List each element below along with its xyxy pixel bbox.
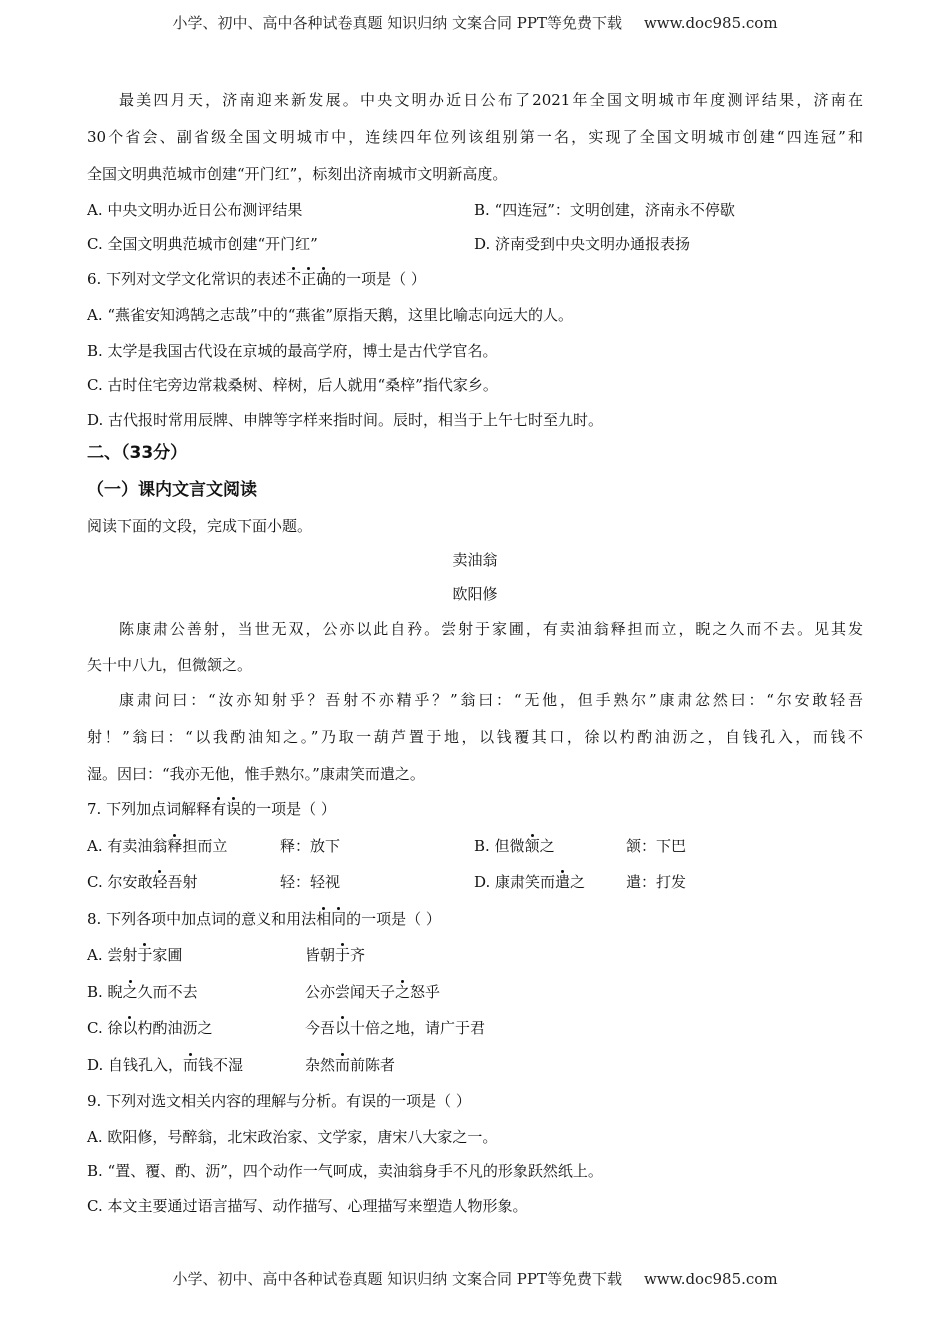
header-text: 小学、初中、高中各种试卷真题 知识归纳 文案合同 PPT等免费下载	[172, 14, 622, 32]
q8-a-right-text: 皆朝	[305, 946, 336, 964]
q7-stem	[87, 799, 336, 819]
q7-c-emphasis: 轻	[152, 873, 168, 891]
intro-line-1: 最美四月天，济南迎来新发展。中央文明办近日公布了2021年全国文明城市年度测评结果，济南在	[119, 91, 863, 109]
q8-d-left-tail: 钱不湿	[198, 1056, 244, 1074]
passage-title: 卖油翁	[452, 551, 498, 569]
section-2-title: 二、（33分）	[87, 443, 188, 463]
q6-stem	[87, 269, 426, 289]
q8-c-right-tail: 十倍之地，请广于君	[350, 1019, 486, 1037]
q7-emphasis-2: 误	[226, 800, 242, 818]
q7-c-tail: 吾射	[167, 873, 198, 891]
passage-line-1: 陈康肃公善射，当世无双，公亦以此自矜。尝射于家圃，有卖油翁释担而立，睨之久而不去。见其发	[119, 620, 863, 638]
q7-a-tail: 担而立	[182, 837, 228, 855]
q7-c-meaning: 轻：轻视	[280, 873, 341, 891]
passage-line-3: 康肃问曰：“汝亦知射乎？吾射不亦精乎？”翁曰：“无他，但手熟尔”康肃忿然曰：“尔安敢轻吾	[119, 691, 863, 709]
q8-option-d	[87, 1055, 396, 1075]
q7-b-tail: 之	[539, 837, 555, 855]
q6-option-a: A. “燕雀安知鸿鹄之志哉”中的“燕雀”原指天鹅，这里比喻志向远大的人。	[87, 306, 574, 324]
q7-option-c	[87, 872, 341, 892]
q8-stem	[87, 909, 441, 929]
q7-d-text: D. 康肃笑而	[474, 873, 556, 891]
q9-stem: 9. 下列对选文相关内容的理解与分析。有误的一项是（ ）	[87, 1092, 471, 1110]
section-2-subtitle: （一）课内文言文阅读	[87, 480, 257, 500]
q8-d-right-tail: 前陈者	[350, 1056, 396, 1074]
q8-d-right-text: 杂然	[305, 1056, 336, 1074]
q7-c-text: C. 尔安敢	[87, 873, 153, 891]
q7-stem-tail: 的一项是（ ）	[241, 800, 336, 818]
q9-option-b: B. “置、覆、酌、沥”，四个动作一气呵成，卖油翁身手不凡的形象跃然纸上。	[87, 1162, 603, 1180]
q8-c-right-emphasis: 以	[335, 1019, 351, 1037]
q8-a-left-tail: 家圃	[152, 946, 183, 964]
q7-stem-text: 7. 下列加点词解释	[87, 800, 212, 818]
q5-option-a: A. 中央文明办近日公布测评结果	[87, 201, 303, 219]
q7-option-d	[474, 872, 687, 892]
q8-c-left-tail: 杓酌油沥之	[137, 1019, 213, 1037]
page-footer	[0, 1268, 950, 1289]
q8-b-left-tail: 久而不去	[137, 983, 198, 1001]
q8-option-c	[87, 1018, 486, 1038]
q8-option-b	[87, 982, 441, 1002]
q8-b-left-text: B. 睨	[87, 983, 123, 1001]
q8-b-right-text: 公亦尝闻天子	[305, 983, 396, 1001]
q8-a-right-tail: 齐	[350, 946, 366, 964]
q6-emphasis-3: 确	[316, 270, 332, 288]
passage-line-2: 矢十中八九，但微颔之。	[87, 656, 253, 674]
q8-a-left-emphasis: 于	[137, 946, 153, 964]
q9-option-c: C. 本文主要通过语言描写、动作描写、心理描写来塑造人物形象。	[87, 1197, 528, 1215]
q5-option-d: D. 济南受到中央文明办通报表扬	[474, 235, 691, 253]
reading-instruction: 阅读下面的文段，完成下面小题。	[87, 517, 313, 535]
q7-d-meaning: 遣：打发	[626, 873, 687, 891]
q8-c-left-emphasis: 以	[122, 1019, 138, 1037]
q7-a-emphasis: 释	[167, 837, 183, 855]
q8-c-left-text: C. 徐	[87, 1019, 123, 1037]
footer-url: www.doc985.com	[643, 1270, 778, 1288]
q8-d-right-emphasis: 而	[335, 1056, 351, 1074]
q7-b-text: B. 但微	[474, 837, 525, 855]
q8-a-right	[305, 945, 365, 965]
q7-option-a	[87, 836, 341, 856]
q7-b-emphasis: 颔	[524, 837, 540, 855]
q7-emphasis-1: 有	[211, 800, 227, 818]
intro-line-2: 30个省会、副省级全国文明城市中，连续四年位列该组别第一名，实现了全国文明城市创建“四连冠”和	[87, 128, 863, 146]
q6-option-c: C. 古时住宅旁边常栽桑树、梓树，后人就用“桑梓”指代家乡。	[87, 376, 498, 394]
passage-line-4: 射！”翁曰：“以我酌油知之。”乃取一葫芦置于地，以钱覆其口，徐以杓酌油沥之，自钱孔入，而钱不	[87, 728, 863, 746]
page-header	[0, 12, 950, 33]
q6-emphasis-2: 正	[301, 270, 317, 288]
q8-d-left-emphasis: 而	[183, 1056, 199, 1074]
header-url: www.doc985.com	[643, 14, 778, 32]
q5-option-c: C. 全国文明典范城市创建“开门红”	[87, 235, 318, 253]
q6-emphasis-1: 不	[286, 270, 302, 288]
q8-emphasis-2: 同	[331, 910, 347, 928]
q9-option-a: A. 欧阳修，号醉翁，北宋政治家、文学家，唐宋八大家之一。	[87, 1128, 498, 1146]
q8-d-left-text: D. 自钱孔入，	[87, 1056, 184, 1074]
q6-option-b: B. 太学是我国古代设在京城的最高学府，博士是古代学官名。	[87, 342, 498, 360]
q8-d-right	[305, 1055, 395, 1075]
q7-a-text: A. 有卖油翁	[87, 837, 168, 855]
q8-b-left-emphasis: 之	[122, 983, 138, 1001]
q8-emphasis-1: 相	[316, 910, 332, 928]
q8-stem-tail: 的一项是（ ）	[346, 910, 441, 928]
q8-option-a	[87, 945, 366, 965]
q7-b-meaning: 颔：下巴	[626, 837, 687, 855]
q6-stem-tail: 的一项是（ ）	[331, 270, 426, 288]
intro-line-3: 全国文明典范城市创建“开门红”，标刻出济南城市文明新高度。	[87, 165, 508, 183]
q8-b-right-emphasis: 之	[395, 983, 411, 1001]
q8-c-right	[305, 1018, 485, 1038]
footer-text: 小学、初中、高中各种试卷真题 知识归纳 文案合同 PPT等免费下载	[172, 1270, 622, 1288]
q7-option-b	[474, 836, 687, 856]
q7-a-meaning: 释：放下	[280, 837, 341, 855]
q8-b-right	[305, 982, 440, 1002]
q7-d-tail: 之	[570, 873, 586, 891]
q8-a-right-emphasis: 于	[335, 946, 351, 964]
q8-a-left-text: A. 尝射	[87, 946, 138, 964]
q7-d-emphasis: 遣	[555, 873, 571, 891]
q6-option-d: D. 古代报时常用辰牌、申牌等字样来指时间。辰时，相当于上午七时至九时。	[87, 411, 604, 429]
passage-author: 欧阳修	[452, 585, 498, 603]
q6-stem-text: 6. 下列对文学文化常识的表述	[87, 270, 287, 288]
passage-line-5: 湿。因曰：“我亦无他，惟手熟尔。”康肃笑而遣之。	[87, 765, 425, 783]
q8-c-right-text: 今吾	[305, 1019, 336, 1037]
q8-stem-text: 8. 下列各项中加点词的意义和用法	[87, 910, 317, 928]
q5-option-b: B. “四连冠”：文明创建，济南永不停歇	[474, 201, 735, 219]
q8-b-right-tail: 怒乎	[410, 983, 441, 1001]
